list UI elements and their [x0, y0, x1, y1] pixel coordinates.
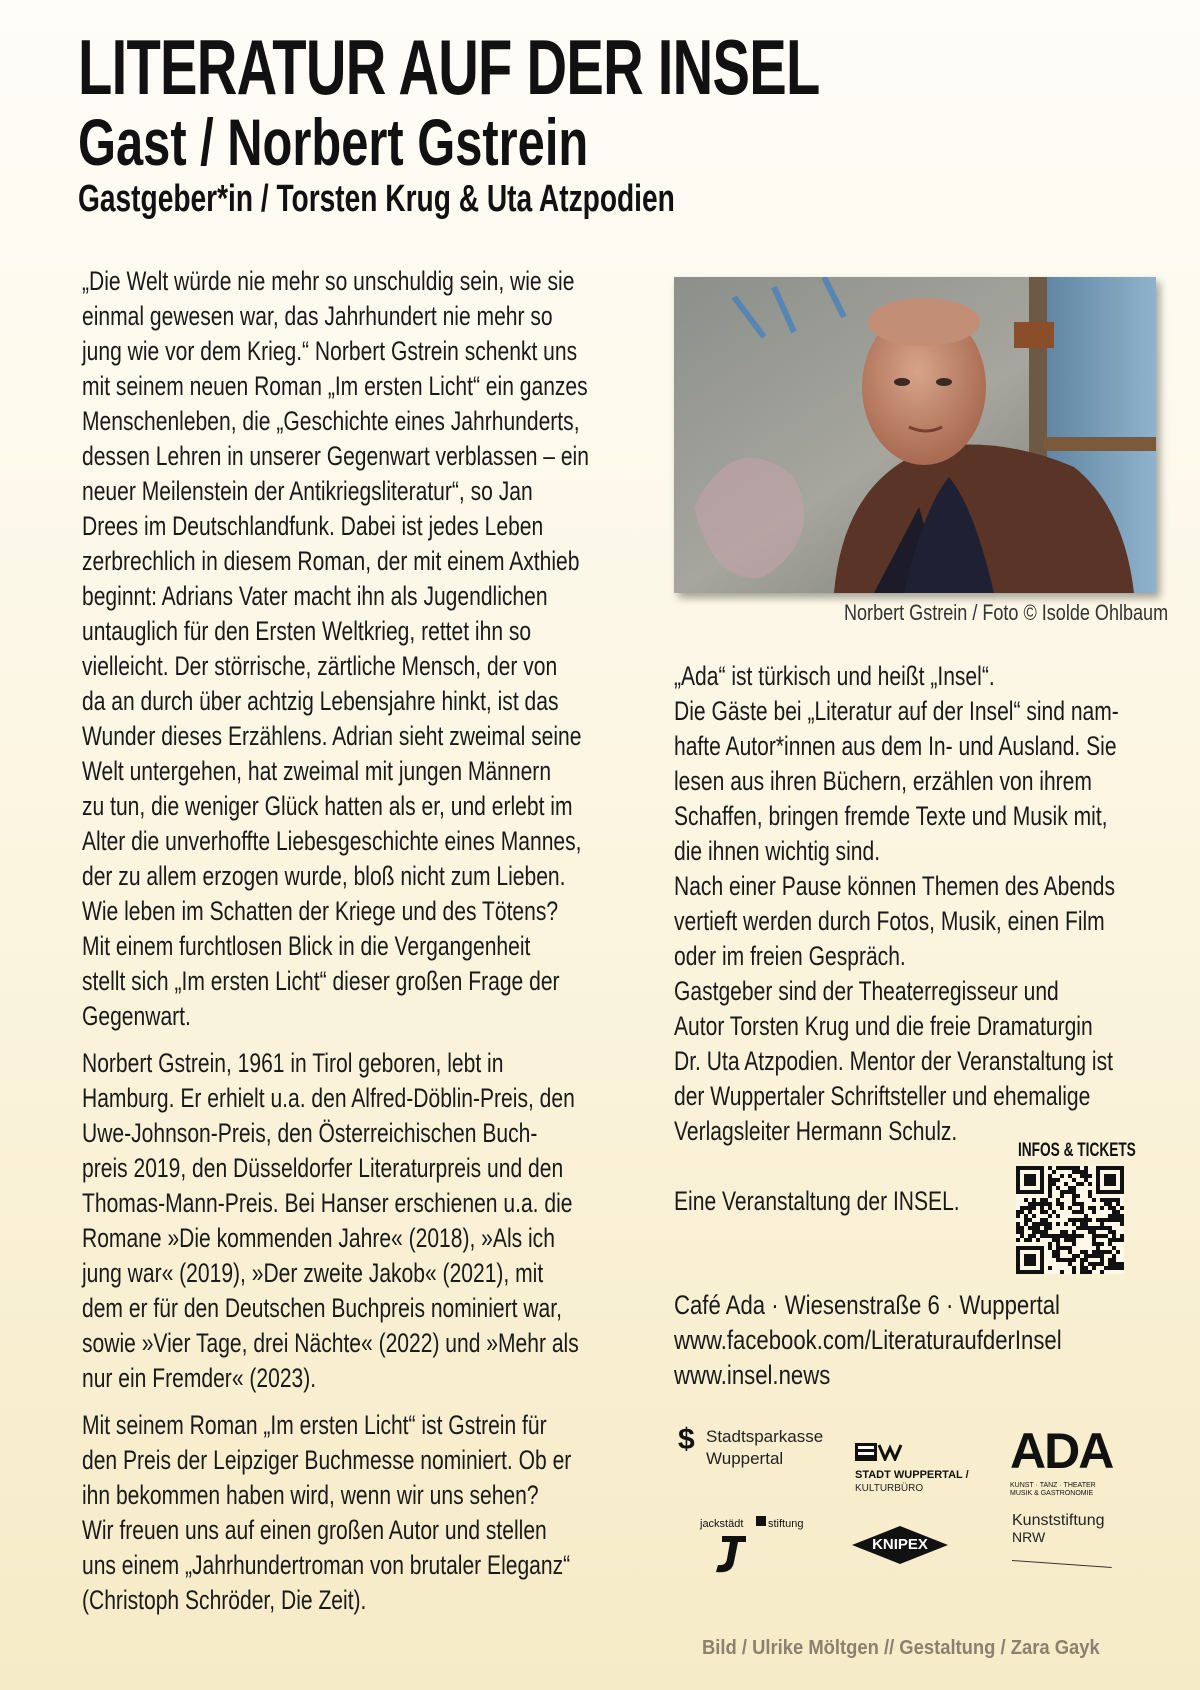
text-line: „Ada“ ist türkisch und heißt „Insel“.	[674, 661, 995, 691]
text-line: ihn bekommen haben wird, wenn wir uns sehen?	[82, 1480, 539, 1510]
text-line: stellt sich „Im ersten Licht“ dieser großen Frage der	[82, 966, 560, 996]
text-line: Gegenwart.	[82, 1001, 191, 1031]
text-line: jung wie vor dem Krieg.“ Norbert Gstrein schenkt uns	[82, 336, 578, 366]
text-line: hafte Autor*innen aus dem In- und Ausland. Sie	[674, 731, 1117, 761]
sparkasse-city: Wuppertal	[706, 1449, 784, 1468]
text-line: Thomas-Mann-Preis. Bei Hanser erschienen u.a. die	[82, 1188, 573, 1218]
text-line: Hamburg. Er erhielt u.a. den Alfred-Döblin-Preis, den	[82, 1083, 575, 1113]
sparkasse-logo	[678, 1423, 828, 1479]
jackstaedt-j-icon	[712, 1532, 752, 1576]
facebook-link[interactable]: www.facebook.com/LiteraturaufderInsel	[674, 1325, 1062, 1355]
stadt-name: STADT WUPPERTAL /	[855, 1469, 969, 1481]
kunststiftung-name: Kunststiftung	[1012, 1512, 1105, 1529]
hosts-heading: Gastgeber*in / Torsten Krug & Uta Atzpodien	[78, 178, 675, 220]
text-line: dem er für den Deutschen Buchpreis nominiert war,	[82, 1293, 562, 1323]
text-line: Autor Torsten Krug und die freie Dramaturgin	[674, 1011, 1093, 1041]
text-line: jung war« (2019), »Der zweite Jakob« (2021), mit	[82, 1258, 544, 1288]
text-line: dessen Lehren in unserer Gegenwart verblassen – ein	[82, 441, 589, 471]
ada-logo	[1010, 1423, 1113, 1500]
kunststiftung-line	[1012, 1560, 1112, 1568]
text-line: Welt untergehen, hat zweimal mit jungen Männern	[82, 756, 552, 786]
ada-wordmark: ADA	[1010, 1423, 1113, 1479]
text-line: Wunder dieses Erzählens. Adrian sieht zweimal seine	[82, 721, 582, 751]
text-line: Wie leben im Schatten der Kriege und des Tötens?	[82, 896, 559, 926]
author-photo	[674, 277, 1156, 593]
paragraph	[82, 1046, 628, 1396]
kunststiftung-logo	[1012, 1512, 1116, 1568]
event-title: LITERATUR AUF DER INSEL	[78, 23, 820, 111]
paragraph	[82, 264, 628, 1034]
text-line: zerbrechlich in diesem Roman, der mit einem Axthieb	[82, 546, 580, 576]
text-line: vertieft werden durch Fotos, Musik, einen Film	[674, 906, 1105, 936]
text-line: einmal gewesen war, das Jahrhundert nie mehr so	[82, 301, 553, 331]
text-line: der zu allem erzogen wurde, bloß nicht zum Lieben.	[82, 861, 566, 891]
text-line: Uwe-Johnson-Preis, den Österreichischen Buch-	[82, 1118, 538, 1148]
text-line: nur ein Fremder« (2023).	[82, 1363, 317, 1393]
jackstaedt-stiftung: stiftung	[768, 1518, 804, 1530]
text-line: Verlagsleiter Hermann Schulz.	[674, 1116, 958, 1146]
text-line: den Preis der Leipziger Buchmesse nominiert. Ob er	[82, 1445, 572, 1475]
text-line: (Christoph Schröder, Die Zeit).	[82, 1585, 367, 1615]
text-line: vielleicht. Der störrische, zärtliche Mensch, der von	[82, 651, 558, 681]
text-line: „Die Welt würde nie mehr so unschuldig sein, wie sie	[82, 266, 575, 296]
text-line: Die Gäste bei „Literatur auf der Insel“ sind nam-	[674, 696, 1119, 726]
venue-address: Café Ada · Wiesenstraße 6 · Wuppertal	[674, 1290, 1060, 1320]
text-line: da an durch über achtzig Lebensjahre hinkt, ist das	[82, 686, 559, 716]
qr-label: INFOS & TICKETS	[1018, 1140, 1136, 1161]
text-line: oder im freien Gespräch.	[674, 941, 906, 971]
paragraph	[82, 1408, 628, 1618]
text-line: Romane »Die kommenden Jahre« (2018), »Als ich	[82, 1223, 555, 1253]
text-line: Schaffen, bringen fremde Texte und Musik mit,	[674, 801, 1108, 831]
about-column	[674, 659, 1151, 1219]
text-line: der Wuppertaler Schriftsteller und ehemalige	[674, 1081, 1091, 1111]
text-line: Gastgeber sind der Theaterregisseur und	[674, 976, 1059, 1006]
text-line: Dr. Uta Atzpodien. Mentor der Veranstaltung ist	[674, 1046, 1113, 1076]
kulturbuero: KULTURBÜRO	[855, 1483, 924, 1494]
text-line: zu tun, die weniger Glück hatten als er, und erlebt im	[82, 791, 573, 821]
ada-sub2: MUSIK & GASTRONOMIE	[1010, 1490, 1094, 1497]
text-line: Drees im Deutschlandfunk. Dabei ist jedes Leben	[82, 511, 544, 541]
text-line: Mit seinem Roman „Im ersten Licht“ ist Gstrein für	[82, 1410, 547, 1440]
text-line: Nach einer Pause können Themen des Abends	[674, 871, 1116, 901]
jackstaedt-square-icon	[756, 1516, 766, 1526]
guest-heading: Gast / Norbert Gstrein	[78, 105, 589, 179]
text-line: lesen aus ihren Büchern, erzählen von ihrem	[674, 766, 1092, 796]
organizer-line: Eine Veranstaltung der INSEL.	[674, 1186, 960, 1216]
text-line: Wir freuen uns auf einen großen Autor und stellen	[82, 1515, 547, 1545]
text-line: untauglich für den Ersten Weltkrieg, rettet ihn so	[82, 616, 532, 646]
photo-caption: Norbert Gstrein / Foto © Isolde Ohlbaum	[844, 600, 1169, 625]
description-column	[82, 264, 628, 1630]
ada-sub1: KUNST · TANZ · THEATER	[1010, 1482, 1096, 1489]
text-line: sowie »Vier Tage, drei Nächte« (2022) und »Mehr als	[82, 1328, 579, 1358]
address-block	[674, 1288, 1062, 1393]
knipex-name: KNIPEX	[872, 1536, 928, 1553]
jackstaedt-logo	[700, 1512, 810, 1576]
text-line: beginnt: Adrians Vater macht ihn als Jugendlichen	[82, 581, 548, 611]
knipex-logo	[852, 1524, 948, 1566]
sparkasse-icon: $	[678, 1423, 695, 1456]
kunststiftung-nrw: NRW	[1012, 1529, 1046, 1545]
text-line: neuer Meilenstein der Antikriegsliteratur“, so Jan	[82, 476, 533, 506]
wuppertal-mark-icon	[855, 1443, 911, 1461]
text-line: Mit einem furchtlosen Blick in die Vergangenheit	[82, 931, 531, 961]
website-link[interactable]: www.insel.news	[674, 1360, 831, 1390]
text-line: Menschenleben, die „Geschichte eines Jahrhunderts,	[82, 406, 580, 436]
text-line: uns einem „Jahrhundertroman von brutaler Eleganz“	[82, 1550, 571, 1580]
qr-code[interactable]	[1016, 1166, 1124, 1274]
text-line: mit seinem neuen Roman „Im ersten Licht“ ein ganzes	[82, 371, 588, 401]
text-line: preis 2019, den Düsseldorfer Literaturpreis und den	[82, 1153, 564, 1183]
jackstaedt-name: jackstädt	[700, 1518, 744, 1530]
text-line: Norbert Gstrein, 1961 in Tirol geboren, lebt in	[82, 1048, 504, 1078]
sparkasse-name: Stadtsparkasse	[706, 1427, 824, 1446]
text-line: die ihnen wichtig sind.	[674, 836, 881, 866]
stadt-wuppertal-logo	[853, 1443, 983, 1499]
text-line: Alter die unverhoffte Liebesgeschichte eines Mannes,	[82, 826, 582, 856]
credits: Bild / Ulrike Möltgen // Gestaltung / Zara Gayk	[702, 1637, 1100, 1659]
